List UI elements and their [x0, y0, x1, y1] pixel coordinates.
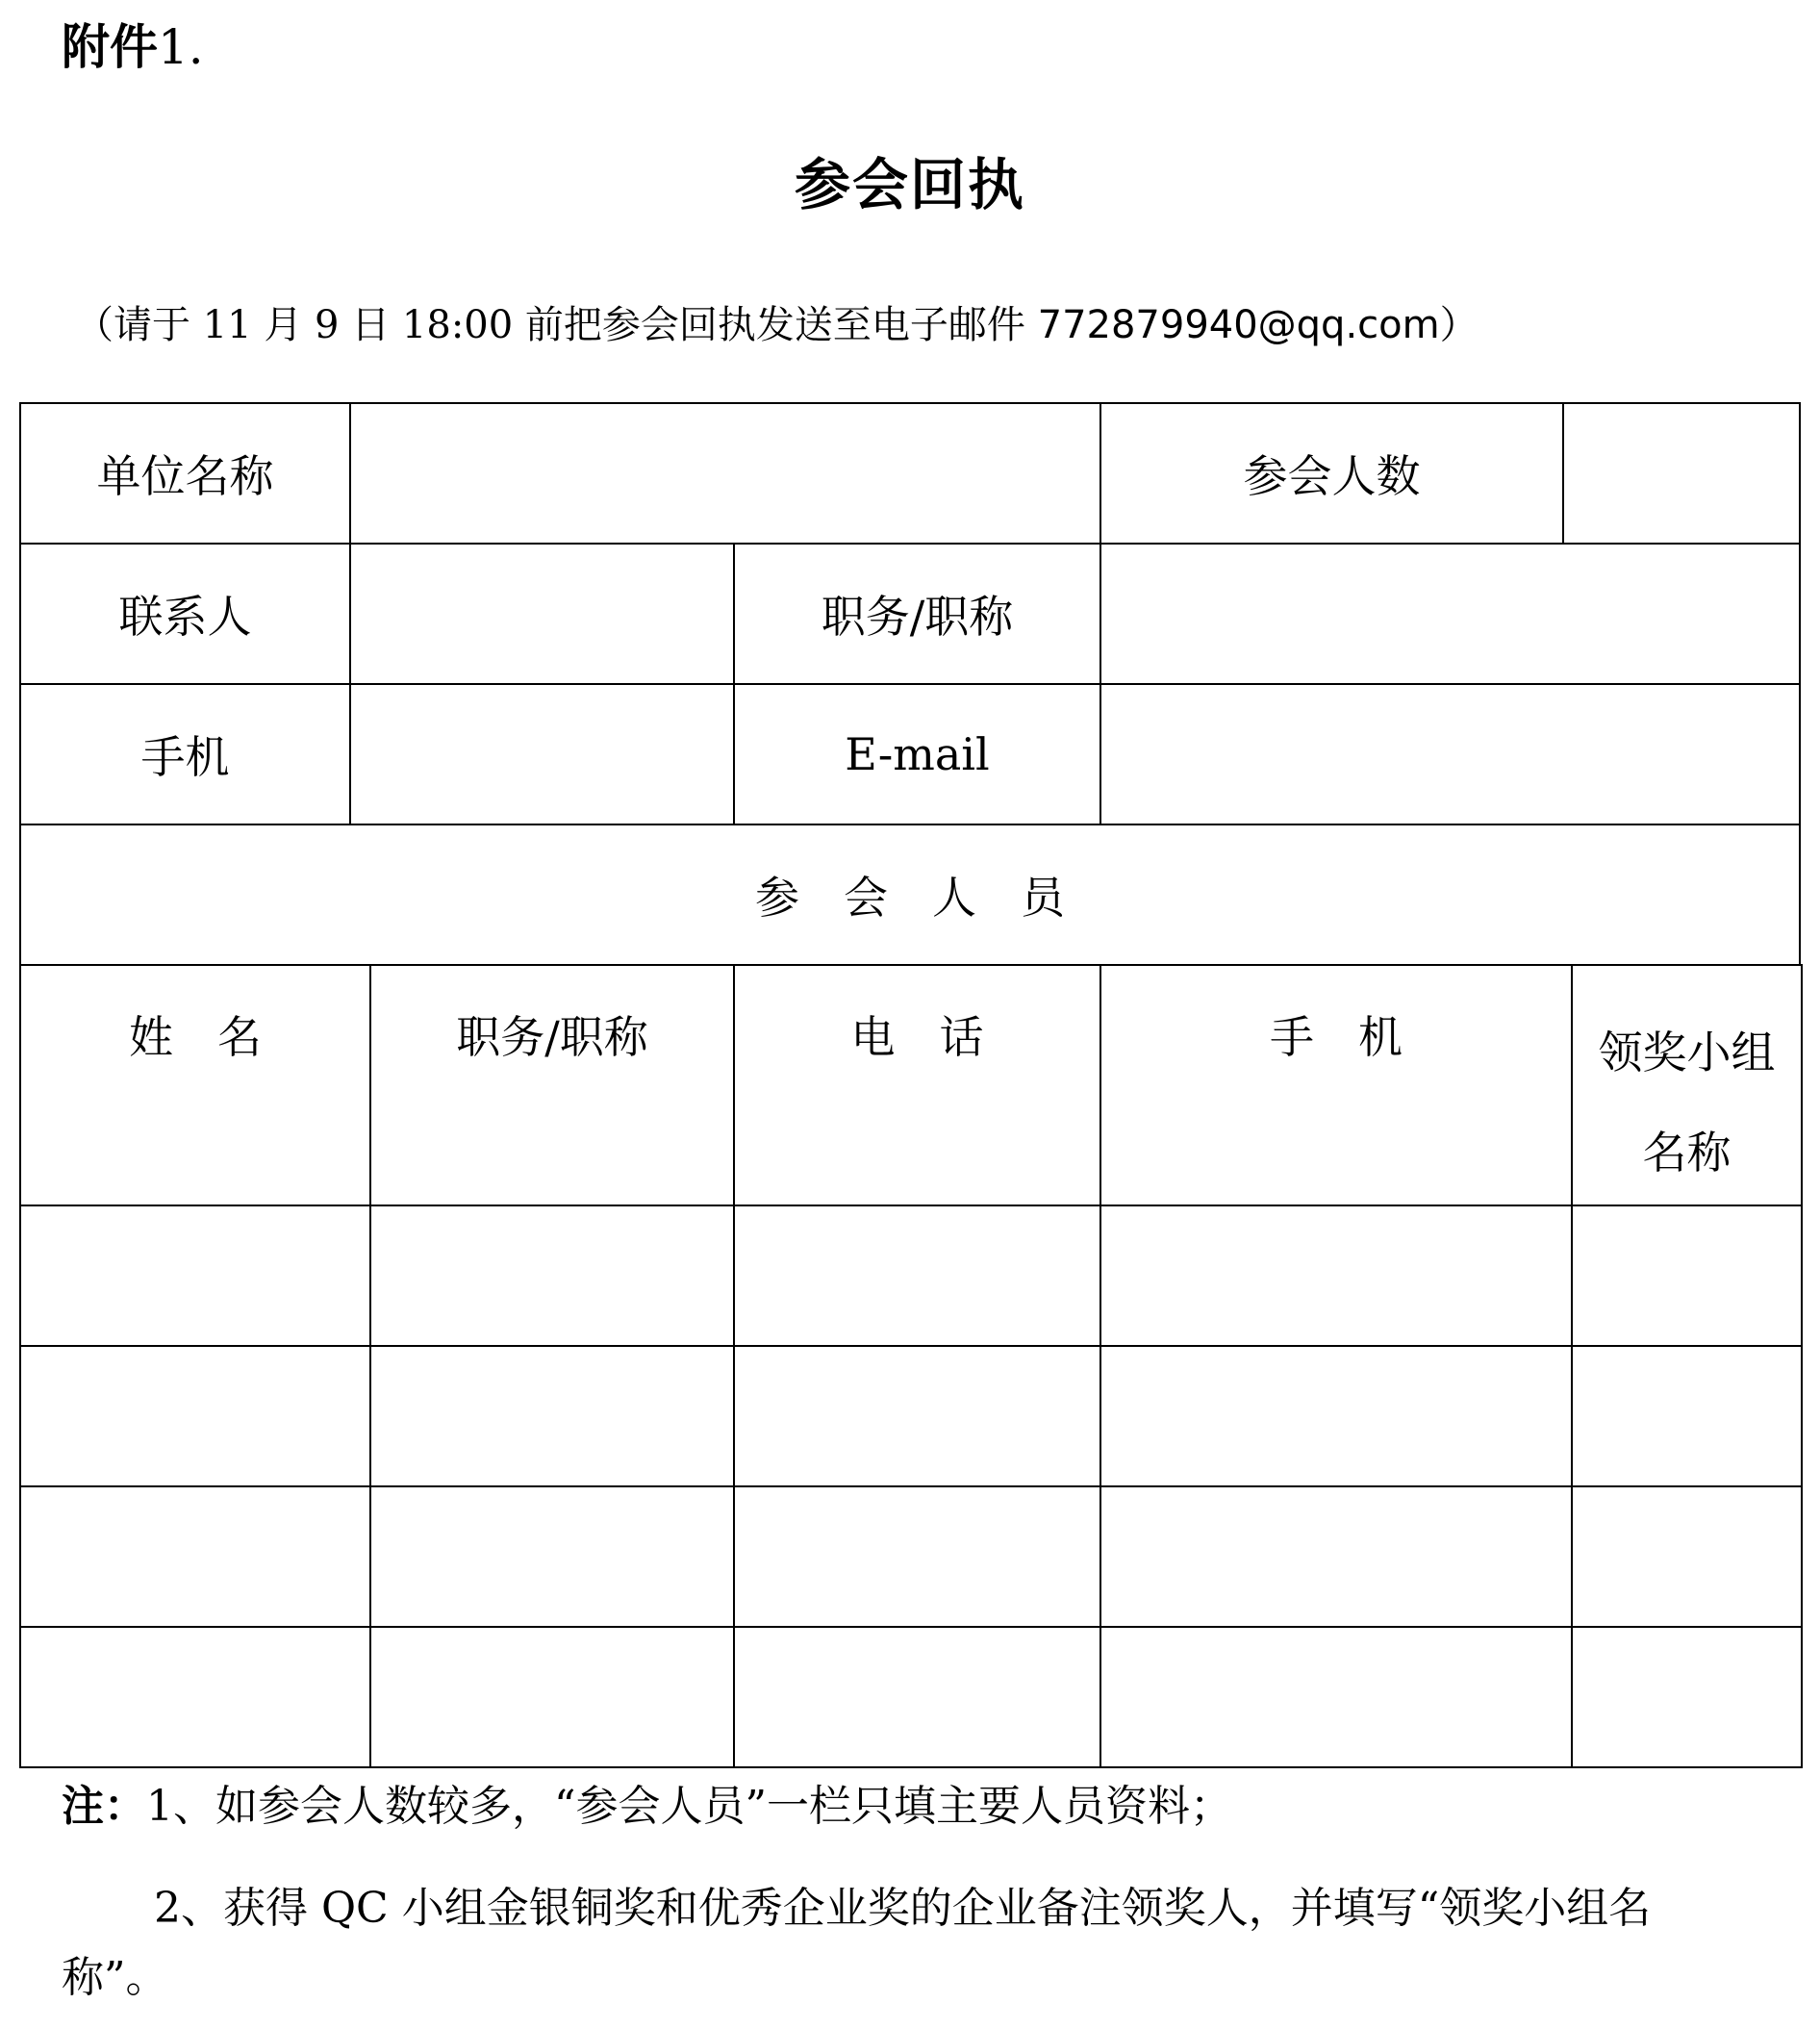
attendee-mobile-field[interactable]: [1100, 1205, 1573, 1347]
attendee-position-field[interactable]: [369, 1345, 735, 1487]
attendee-position-field[interactable]: [369, 1205, 735, 1347]
column-phone-label: 电 话: [850, 1011, 984, 1063]
attendee-position-field[interactable]: [369, 1626, 735, 1768]
notice-email: 772879940@qq.com: [1037, 303, 1440, 347]
note-prefix: 注：: [62, 1782, 146, 1831]
position-label: 职务/职称: [821, 591, 1014, 643]
attendee-mobile-field[interactable]: [1100, 1485, 1573, 1628]
contact-label: 联系人: [118, 591, 252, 643]
attendee-award-group-field[interactable]: [1571, 1485, 1803, 1628]
attendee-name-field[interactable]: [19, 1626, 371, 1768]
attendee-mobile-field[interactable]: [1100, 1345, 1573, 1487]
email-field[interactable]: [1100, 683, 1801, 825]
mobile-label-cell: [19, 683, 351, 825]
attendee-phone-field[interactable]: [733, 1626, 1101, 1768]
unit-name-label-cell: [19, 402, 351, 545]
page-title: 参会回执: [794, 152, 1025, 217]
column-header-position: [369, 964, 735, 1206]
column-name-label: 姓 名: [129, 1011, 262, 1063]
column-header-name: [19, 964, 371, 1206]
mobile-field[interactable]: [349, 683, 735, 825]
attendee-name-field[interactable]: [19, 1205, 371, 1347]
attendee-count-field[interactable]: [1562, 402, 1801, 545]
attendee-mobile-field[interactable]: [1100, 1626, 1573, 1768]
position-label-cell: [733, 543, 1101, 685]
attendee-award-group-field[interactable]: [1571, 1626, 1803, 1768]
column-header-phone: [733, 964, 1101, 1206]
position-field[interactable]: [1100, 543, 1801, 685]
column-position-label: 职务/职称: [456, 1011, 648, 1063]
attendee-name-field[interactable]: [19, 1345, 371, 1487]
attendee-count-label: 参会人数: [1243, 450, 1421, 502]
column-header-mobile: [1100, 964, 1573, 1206]
contact-field[interactable]: [349, 543, 735, 685]
unit-name-label: 单位名称: [96, 450, 274, 502]
note-2: 2、获得 QC 小组金银铜奖和优秀企业奖的企业备注领奖人，并填写“领奖小组名称”。: [62, 1884, 1652, 2002]
column-mobile-label: 手 机: [1270, 1011, 1403, 1063]
notice-text: （请于 11 月 9 日 18:00 前把参会回执发送至电子邮件: [75, 303, 1038, 347]
attendee-phone-field[interactable]: [733, 1205, 1101, 1347]
attendee-name-field[interactable]: [19, 1485, 371, 1628]
notice-close: ）: [1439, 303, 1479, 347]
note-1: [62, 1772, 1232, 1841]
column-award-group-label: 领奖小组名称: [1598, 1027, 1776, 1179]
attendee-count-label-cell: [1100, 402, 1564, 545]
contact-label-cell: [19, 543, 351, 685]
column-header-award-group: [1571, 964, 1803, 1206]
attachment-label: [62, 13, 204, 81]
attendees-section-label: 参 会 人 员: [755, 872, 1065, 924]
attendee-award-group-field[interactable]: [1571, 1345, 1803, 1487]
attendee-award-group-field[interactable]: [1571, 1205, 1803, 1347]
attachment-number: 1.: [158, 19, 204, 75]
submission-notice: [75, 298, 1479, 352]
attendee-position-field[interactable]: [369, 1485, 735, 1628]
note-1-text: 1、如参会人数较多，“参会人员”一栏只填主要人员资料；: [146, 1782, 1232, 1831]
email-label: E-mail: [845, 728, 990, 780]
attendee-phone-field[interactable]: [733, 1485, 1101, 1628]
attachment-word: 附件: [62, 19, 158, 75]
email-label-cell: [733, 683, 1101, 825]
mobile-label: 手机: [140, 731, 230, 783]
attendee-phone-field[interactable]: [733, 1345, 1101, 1487]
unit-name-field[interactable]: [349, 402, 1101, 545]
attendees-section-header: [19, 824, 1801, 966]
